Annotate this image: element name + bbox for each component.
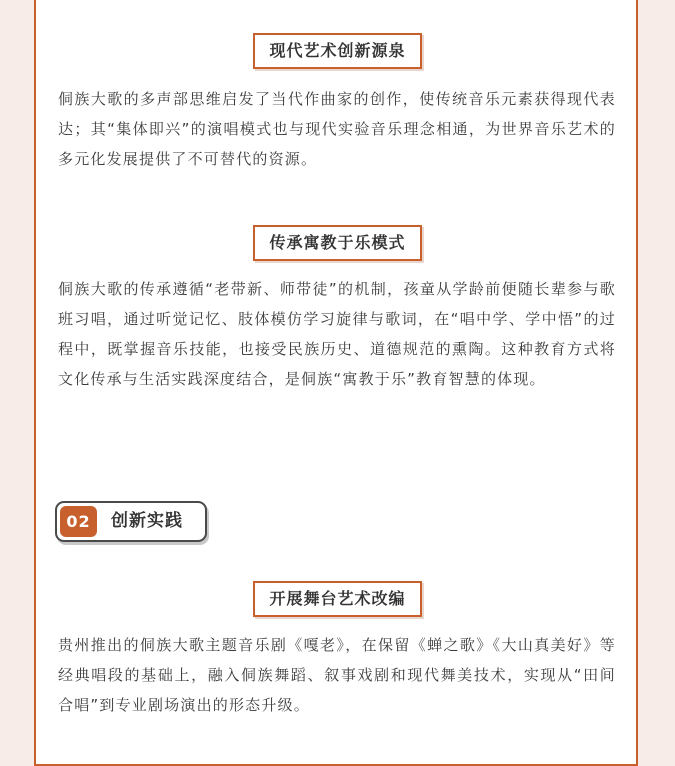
subtitle-education-model [0, 225, 675, 261]
section-header [55, 501, 207, 542]
paragraph-stage-adaptation: 贵州推出的侗族大歌主题音乐剧《嘎老》，在保留《蝉之歌》《大山真美好》等经典唱段的基础上，融入侗族舞蹈、叙事戏剧和现代舞美技术，实现从“田间合唱”到专业剧场演出的形态升级。 [58, 636, 616, 714]
subtitle-box: 开展舞台艺术改编 [253, 581, 421, 617]
section-title: 创新实践 [111, 511, 183, 531]
subtitle-box: 传承寓教于乐模式 [253, 225, 421, 261]
paragraph-modern-art: 侗族大歌的多声部思维启发了当代作曲家的创作，使传统音乐元素获得现代表达；其“集体即兴”的演唱模式也与现代实验音乐理念相通，为世界音乐艺术的多元化发展提供了不可替代的资源。 [58, 90, 616, 168]
subtitle-stage-adaptation [0, 581, 675, 617]
subtitle-modern-art [0, 33, 675, 69]
section-number-badge: 02 [60, 506, 97, 537]
subtitle-box: 现代艺术创新源泉 [253, 33, 421, 69]
paragraph-education-model: 侗族大歌的传承遵循“老带新、师带徒”的机制，孩童从学龄前便随长辈参与歌班习唱，通过听觉记忆、肢体模仿学习旋律与歌词，在“唱中学、学中悟”的过程中，既掌握音乐技能，也接受民族历史、道德规范的熏陶。这种教育方式将文化传承与生活实践深度结合，是侗族“寓教于乐”教育智慧的体现。 [58, 280, 616, 388]
